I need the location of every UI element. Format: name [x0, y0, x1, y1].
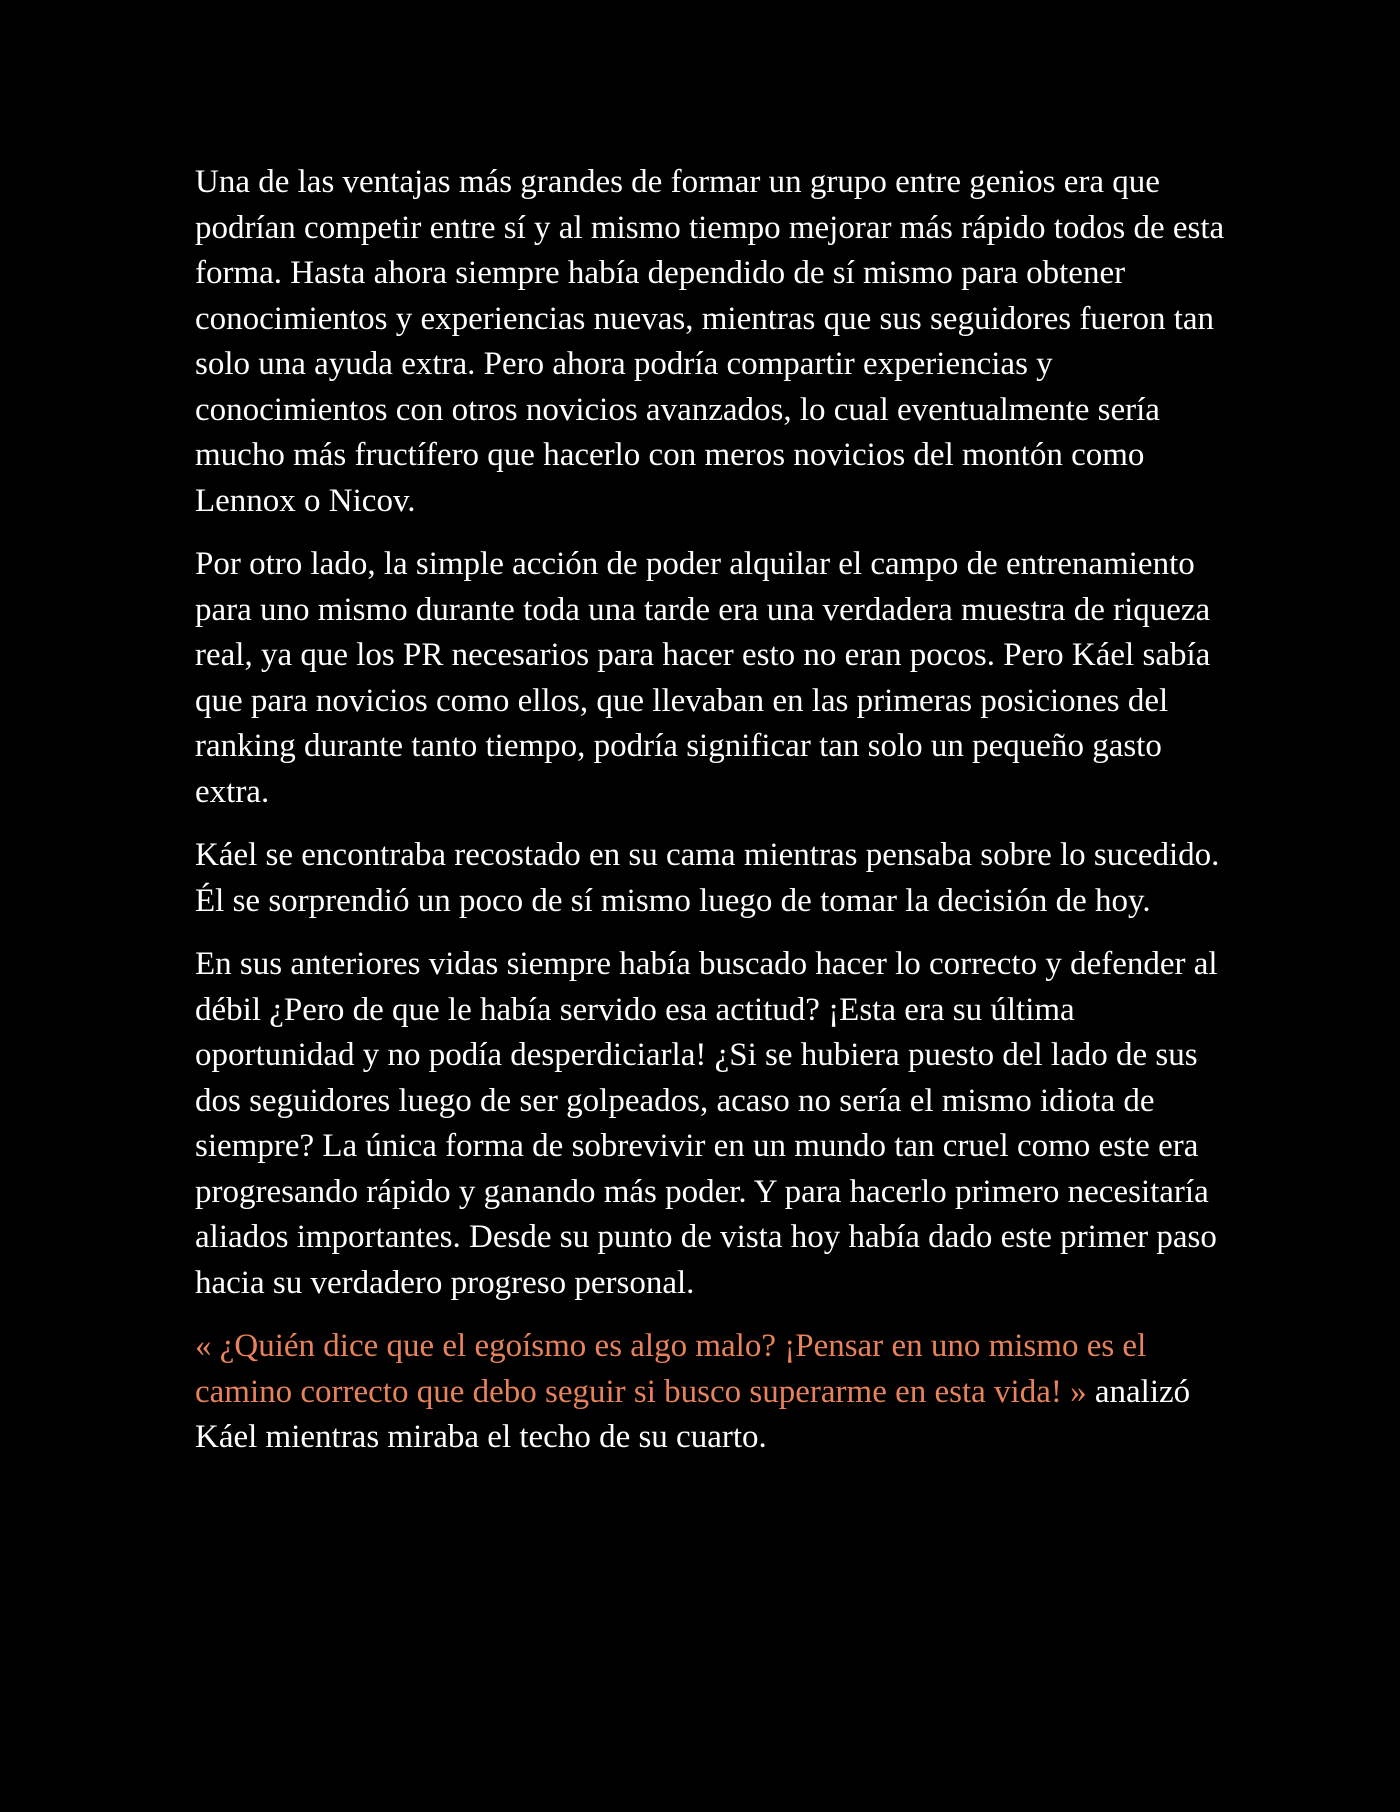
paragraph-1: Una de las ventajas más grandes de formar un grupo entre genios era que podrían competir entre sí y al mismo tiempo mejorar más rápido todos de esta forma. Hasta ahora siempre había dependido de sí mismo para obtener conocimientos y experiencias nuevas, mientras que sus seguidores fueron tan solo una ayuda extra. Pero ahora podría compartir experiencias y conocimientos con otros novicios avanzados, lo cual eventualmente sería mucho más fructífero que hacerlo con meros novicios del montón como Lennox o Nicov.	[195, 164, 1225, 519]
paragraph-3: Káel se encontraba recostado en su cama mientras pensaba sobre lo sucedido. Él se sorprendió un poco de sí mismo luego de tomar la decisión de hoy.	[195, 837, 1220, 919]
document-page	[195, 160, 1225, 1479]
narration-text: analizó Káel mientras miraba el techo de su cuarto.	[195, 1373, 1191, 1455]
paragraph-2: Por otro lado, la simple acción de poder alquilar el campo de entrenamiento para uno mismo durante toda una tarde era una verdadera muestra de riqueza real, ya que los PR necesarios para hacer esto no eran pocos. Pero Káel sabía que para novicios como ellos, que llevaban en las primeras posiciones del ranking durante tanto tiempo, podría significar tan solo un pequeño gasto extra.	[195, 546, 1211, 810]
inner-thought-text: « ¿Quién dice que el egoísmo es algo malo? ¡Pensar en uno mismo es el camino correcto que debo seguir si busco superarme en esta vida! »	[195, 1328, 1147, 1410]
paragraph-5	[195, 1324, 1225, 1461]
paragraph-4: En sus anteriores vidas siempre había buscado hacer lo correcto y defender al débil ¿Pero de que le había servido esa actitud? ¡Esta era su última oportunidad y no podía desperdiciarla! ¿Si se hubiera puesto del lado de sus dos seguidores luego de ser golpeados, acaso no sería el mismo idiota de siempre? La única forma de sobrevivir en un mundo tan cruel como este era progresando rápido y ganando más poder. Y para hacerlo primero necesitaría aliados importantes. Desde su punto de vista hoy había dado este primer paso hacia su verdadero progreso personal.	[195, 946, 1218, 1301]
